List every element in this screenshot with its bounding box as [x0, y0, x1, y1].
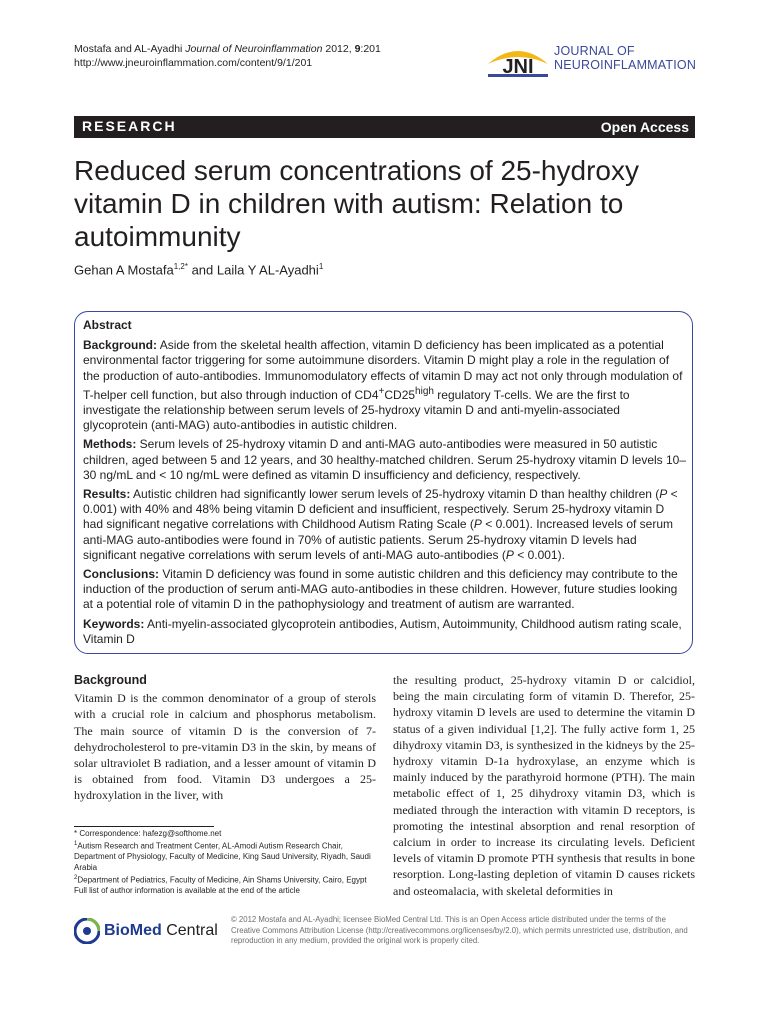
results-text-c: < 0.001). Increased levels of serum anti-MAG auto-antibodies were found in 70% of autistic patients. Serum 25-hydroxy vitamin D levels had significant negative correlations with serum levels of anti-MAG auto-antibodies (: [83, 517, 674, 562]
affiliation-2: [74, 873, 384, 886]
citation-header: [74, 42, 381, 70]
affiliation-1: [74, 839, 384, 873]
abstract-content: [83, 318, 687, 651]
logo-line2: NEUROINFLAMMATION: [554, 58, 697, 72]
journal-logo: [486, 44, 716, 84]
citation-line: [74, 42, 381, 56]
author-info-note: Full list of author information is available at the end of the article: [74, 886, 300, 896]
citation-journal: Journal of Neuroinflammation: [185, 43, 323, 55]
citation-authors: Mostafa and AL-Ayadhi: [74, 43, 186, 55]
body-column-right: [393, 672, 695, 899]
bmc-regular: Central: [161, 922, 218, 939]
keywords-label: Keywords:: [83, 616, 145, 631]
correspondence-note: * Correspondence: hafezg@softhome.net: [74, 829, 222, 838]
logo-mark-text: JNI: [502, 56, 534, 78]
results-text-b: < 0.001) with 40% and 48% being vitamin D deficient and insufficient, respectively. Serum 25-hydroxy vitamin D had significant negative correlations with Childhood Autism Rating Scale (: [83, 487, 678, 532]
article-title: Reduced serum concentrations of 25-hydroxy vitamin D in children with autism: Relation to autoimmunity: [74, 155, 639, 252]
abstract-methods: [83, 437, 687, 483]
background-text-b: regulatory T-cells. We are the first to investigate the relationship between serum levels of 25-hydroxy vitamin D and anti-myelin-associated glycoprotein (anti-MAG) auto-antibodies in autistic children.: [83, 387, 630, 433]
biomed-central-swirl-icon: [74, 918, 100, 944]
results-p1: P: [659, 487, 668, 502]
affiliation-2-text: Department of Pediatrics, Faculty of Medicine, Ain Shams University, Cairo, Egypt: [77, 875, 367, 885]
section-bar: [74, 116, 695, 138]
logo-line1: JOURNAL OF: [554, 44, 635, 58]
background-label: Background:: [83, 338, 158, 353]
biomed-central-logo: [74, 916, 224, 950]
footnote-divider: [74, 826, 214, 827]
background-text-a: Aside from the skeletal health affection, vitamin D deficiency has been implicated as a potential environmental factor triggering for some autoimmune disorders. Vitamin D might play a role in the regulation of the production of auto-antibodies. Immunomodulatory effects of vitamin D may act not only through modulation of T-helper cell function, but also through induction of CD4: [83, 338, 683, 402]
methods-text: Serum levels of 25-hydroxy vitamin D and anti-MAG auto-antibodies were measured in 50 autistic children, aged between 5 and 12 years, and 30 healthy-matched children. Serum 25-hydroxy vitamin D levels 10–30 ng/mL and < 10 ng/mL were defined as vitamin D insufficiency and deficiency, respectively.: [83, 437, 687, 482]
section-heading-background: Background: [74, 673, 147, 687]
abstract-results: [83, 487, 687, 563]
results-label: Results:: [83, 487, 131, 502]
background-cd25: CD25: [384, 387, 416, 402]
citation-pages: :201: [360, 43, 381, 55]
article-type-label: RESEARCH: [82, 118, 177, 134]
body-paragraph-left: Vitamin D is the common denominator of a group of sterols with a crucial role in calcium and phosphorus metabolism. The main source of vitamin D is the conversion of 7-dehydrocholesterol to pre-vitamin D3 in the skin, by means of solar ultraviolet B radiation, and a lesser amount of vitamin D is obtained from food. Vitamin D3 undergoes a 25-hydroxylation in the liver, with: [74, 691, 376, 803]
affiliation-2-mark: 2: [74, 875, 78, 882]
jni-logo-icon: [486, 44, 550, 78]
background-sup-high: high: [415, 385, 434, 397]
biomed-central-wordmark: [104, 922, 218, 940]
affiliation-1-text: Autism Research and Treatment Center, AL-Amodi Autism Research Chair, Department of Physiology, Faculty of Medicine, King Saud University, Riyadh, Saudi Arabia: [74, 842, 371, 872]
logo-text: [554, 44, 696, 72]
citation-volume: 9: [354, 43, 361, 55]
conclusions-label: Conclusions:: [83, 567, 160, 582]
abstract-box: [74, 311, 693, 654]
abstract-conclusions: [83, 567, 687, 613]
author-2: and Laila Y AL-Ayadhi: [187, 262, 319, 278]
results-text-d: < 0.001).: [513, 547, 565, 562]
citation-year: 2012,: [322, 43, 355, 55]
article-url[interactable]: http://www.jneuroinflammation.com/content/9/1/201: [74, 57, 313, 69]
abstract-keywords: [83, 617, 687, 647]
abstract-heading: Abstract: [83, 318, 132, 332]
background-sup-plus: +: [378, 385, 385, 397]
author-2-affil: 1: [318, 262, 324, 271]
conclusions-text: Vitamin D deficiency was found in some autistic children and this deficiency may contribute to the induction of the production of serum anti-MAG auto-antibodies in these children. However, future studies looking at a potential role of vitamin D in the pathophysiology and treatment of autism are warranted.: [83, 567, 678, 612]
results-p2: P: [473, 517, 482, 532]
body-paragraph-right: the resulting product, 25-hydroxy vitamin D or calcidiol, being the main circulating form of vitamin D. Therefor, 25-hydroxy vitamin D levels are used to determine the vitamin D status of a given individual [1,2]. The fully active form 1, 25 dihydroxy vitamin D3, is synthesized in the kidneys by the 25-hydroxy vitamin D-1a hydroxylase, an enzyme which is mainly induced by the parathyroid hormone (PTH). The main metabolic effect of 1, 25 dihydroxy vitamin D3, which is mediated through the interaction with vitamin D receptors, is promoting the intestinal absorption and renal resorption of calcium in order to increase its circulating levels. Deficient levels of vitamin D promote PTH synthesis that results in bone resorption. Long-lasting depletion of vitamin D causes rickets and osteomalacia, with skeletal deformities in: [393, 673, 695, 898]
open-access-label: Open Access: [600, 119, 689, 135]
author-1: Gehan A Mostafa: [74, 262, 174, 278]
results-p3: P: [505, 547, 514, 562]
methods-label: Methods:: [83, 437, 137, 452]
abstract-background: [83, 338, 687, 433]
license-statement: © 2012 Mostafa and AL-Ayadhi; licensee BioMed Central Ltd. This is an Open Access article distributed under the terms of the Creative Commons Attribution License (http://creativecommons.org/licenses/by/2.0), which permits unrestricted use, distribution, and reproduction in any medium, provided the original work is properly cited.: [231, 915, 688, 946]
author-1-affil: 1,2*: [173, 262, 188, 271]
body-column-left: [74, 672, 376, 804]
results-text-a: Autistic children had significantly lower serum levels of 25-hydroxy vitamin D than healthy children (: [130, 487, 660, 502]
keywords-text: Anti-myelin-associated glycoprotein antibodies, Autism, Autoimmunity, Childhood autism rating scale, Vitamin D: [83, 616, 682, 646]
affiliation-1-mark: 1: [74, 841, 78, 848]
bmc-bold: BioMed: [104, 922, 162, 939]
footnotes: [74, 829, 384, 897]
author-line: [74, 262, 323, 277]
